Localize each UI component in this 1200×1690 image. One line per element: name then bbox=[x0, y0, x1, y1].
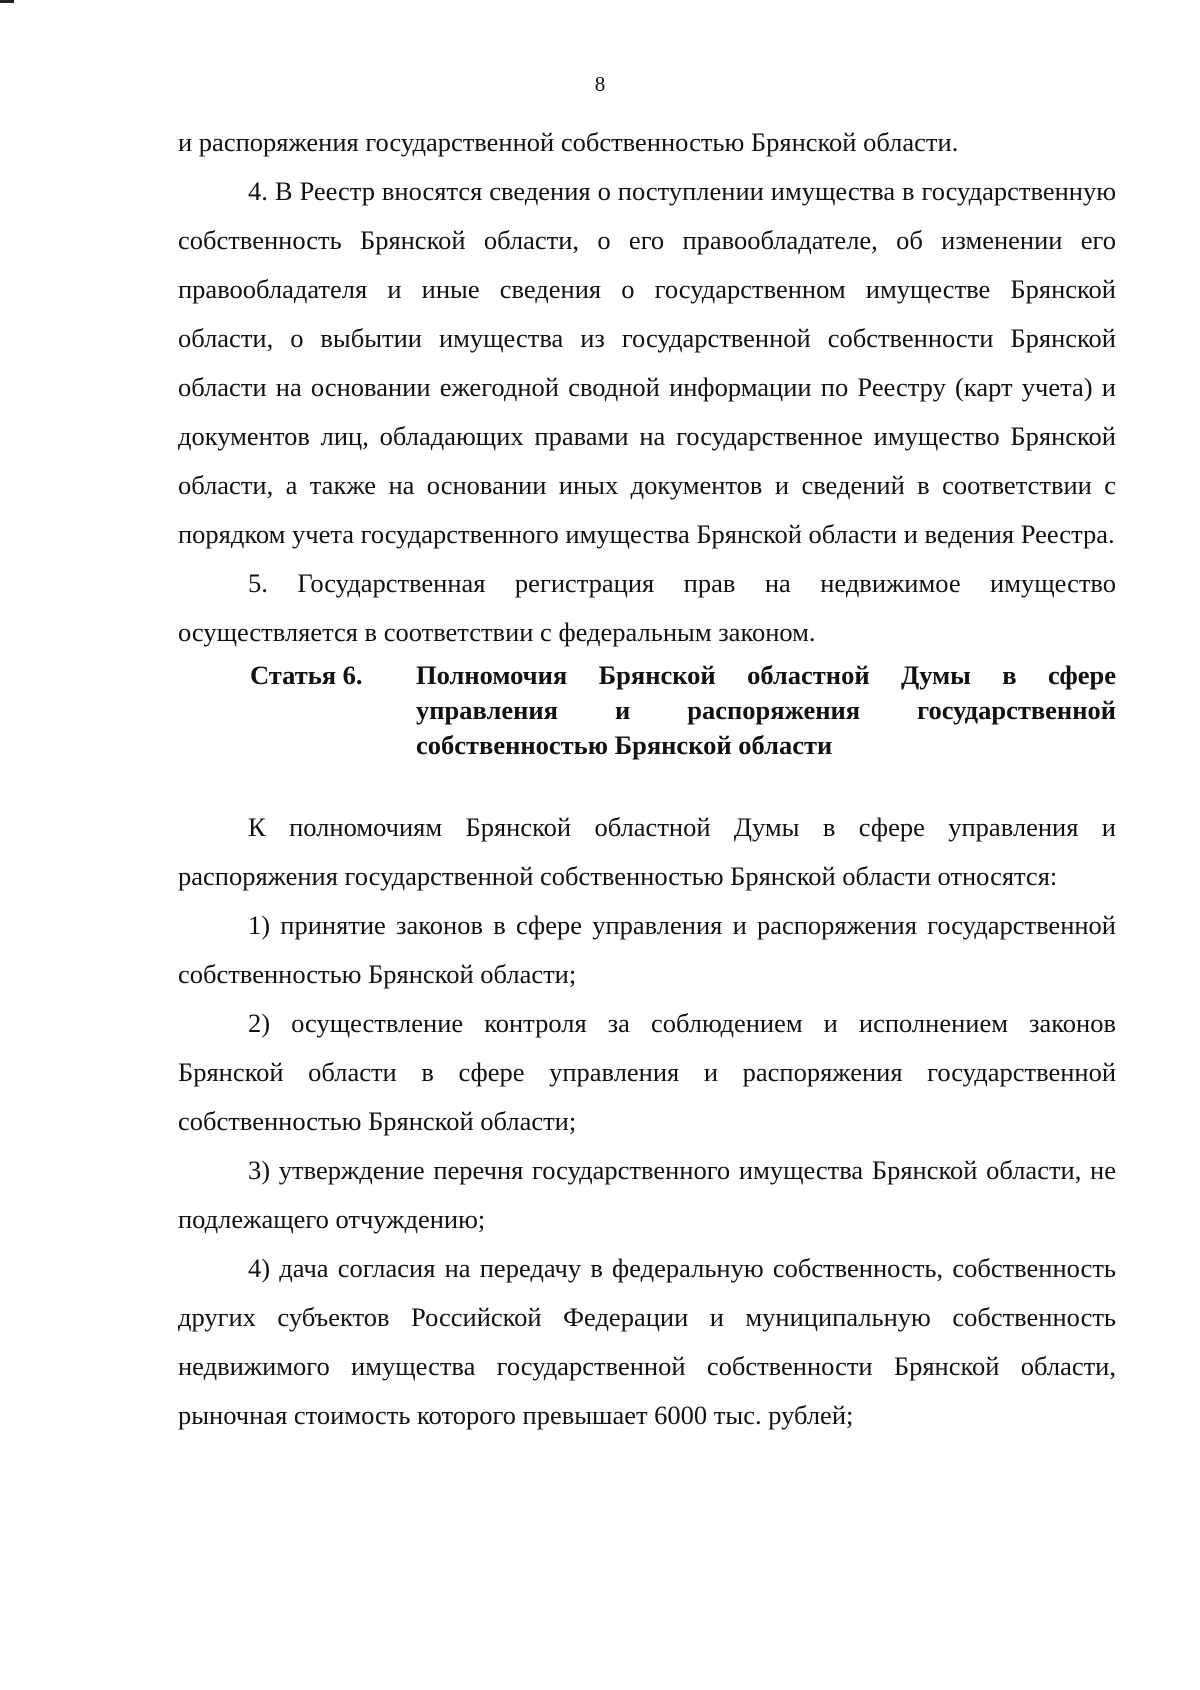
paragraph-item-4: 4. В Реестр вносятся сведения о поступлении имущества в государственную собственность Брянской области, о его правообладателе, об изменении его правообладателя и иные сведения о государственном имуществе Брянской области, о выбытии имущества из государственной собственности Брянской области на основании ежегодной сводной информации по Реестру (карт учета) и документов лиц, обладающих правами на государственное имущество Брянской области, а также на основании иных документов и сведений в соответствии с порядком учета государственного имущества Брянской области и ведения Реестра. bbox=[178, 176, 1116, 549]
list-item-3: 3) утверждение перечня государственного имущества Брянской области, не подлежащего отчуждению; bbox=[178, 1155, 1116, 1234]
paragraph-continuation: и распоряжения государственной собственностью Брянской области. bbox=[178, 127, 959, 157]
list-item-4: 4) дача согласия на передачу в федеральную собственность, собственность других субъектов Российской Федерации и муниципальную собственность недвижимого имущества государственной собственности Брянской области, рыночная стоимость которого превышает 6000 тыс. рублей; bbox=[178, 1253, 1116, 1430]
paragraph-intro: К полномочиям Брянской областной Думы в сфере управления и распоряжения государственной собственностью Брянской области относятся: bbox=[178, 812, 1116, 891]
list-item-2: 2) осуществление контроля за соблюдением и исполнением законов Брянской области в сфере управления и распоряжения государственной собственностью Брянской области; bbox=[178, 1008, 1116, 1136]
article-heading bbox=[250, 658, 1116, 763]
article-number: Статья 6. bbox=[250, 660, 363, 690]
document-body bbox=[178, 118, 1116, 1440]
list-item-1: 1) принятие законов в сфере управления и распоряжения государственной собственностью Брянской области; bbox=[178, 910, 1116, 989]
article-title: Полномочия Брянской областной Думы в сфере управления и распоряжения государственной собственностью Брянской области bbox=[416, 660, 1116, 760]
scan-corner-mark bbox=[0, 0, 14, 3]
page-number: 8 bbox=[594, 72, 606, 96]
heading-spacer bbox=[178, 763, 1116, 803]
paragraph-item-5: 5. Государственная регистрация прав на недвижимое имущество осуществляется в соответствии с федеральным законом. bbox=[178, 568, 1116, 647]
